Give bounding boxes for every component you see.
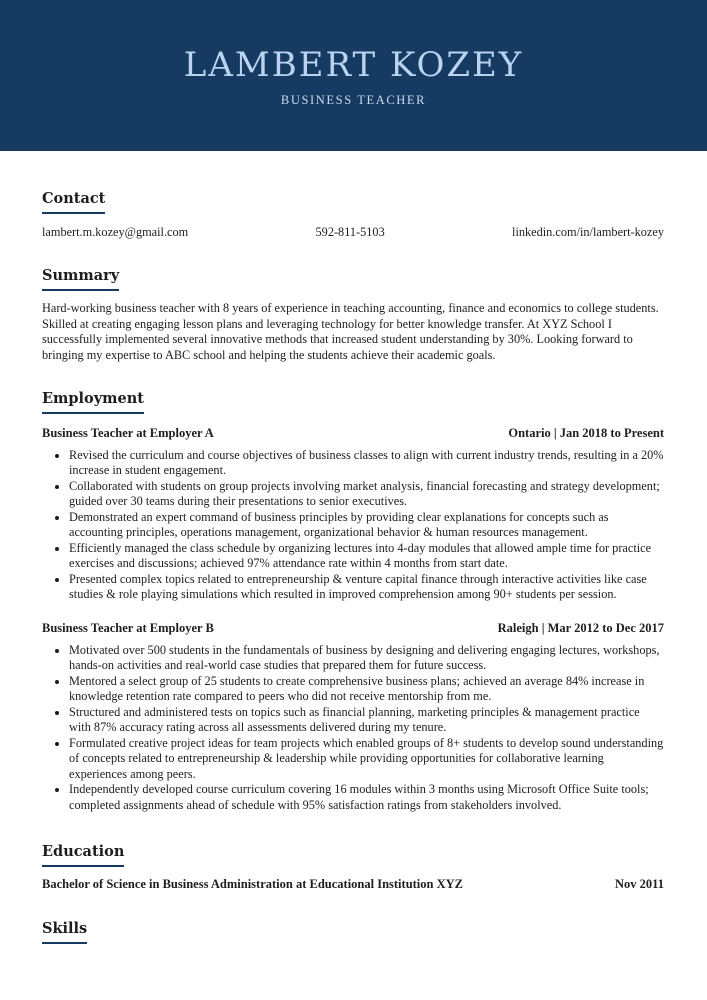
- resume-header: [0, 0, 707, 151]
- section-title-summary: Summary: [42, 268, 119, 291]
- degree-date: Nov 2011: [615, 877, 664, 891]
- section-title-employment: Employment: [42, 391, 144, 414]
- employment-section: [42, 390, 664, 812]
- job-header: [42, 621, 664, 637]
- contact-phone[interactable]: 592-811-5103: [315, 225, 385, 239]
- job-title: Business Teacher at Employer A: [42, 426, 214, 440]
- list-item: • Presented complex topics related to entrepreneurship & venture capital finance through interactive activities like case studies & role playing simulations which resulted in improved comprehension among 90+ students per session.: [69, 572, 664, 603]
- list-item: • Mentored a select group of 25 students to create comprehensive business plans; achieved an average 84% increase in knowledge retention rate compared to peers who did not receive mentorship from me.: [69, 674, 664, 705]
- list-item: • Formulated creative project ideas for team projects which enabled groups of 8+ students to develop sound understanding of concepts related to entrepreneurship & leadership while providing opportunities for collaborative learning experiences among peers.: [69, 736, 664, 783]
- job-entry: [42, 426, 664, 603]
- list-item: • Structured and administered tests on topics such as financial planning, marketing principles & management practice with 87% accuracy rating across all assessments delivered during my tenure.: [69, 705, 664, 736]
- job-location-date: Raleigh | Mar 2012 to Dec 2017: [497, 621, 664, 635]
- candidate-role: BUSINESS TEACHER: [280, 93, 427, 107]
- list-item: • Independently developed course curriculum covering 16 modules within 3 months using Microsoft Office Suite tools; completed assignments ahead of schedule with 95% satisfaction ratings from stakeholders involved.: [69, 782, 664, 813]
- list-item: • Demonstrated an expert command of business principles by providing clear explanations for concepts such as accounting principles, operations management, organizational behavior & human resources management.: [69, 510, 664, 541]
- contact-email[interactable]: lambert.m.kozey@gmail.com: [42, 225, 189, 239]
- list-item: • Revised the curriculum and course objectives of business classes to align with current industry trends, resulting in a 20% increase in student engagement.: [69, 448, 664, 479]
- section-title-contact: Contact: [42, 191, 105, 214]
- contact-section: [42, 190, 664, 239]
- contact-row: [42, 225, 664, 241]
- summary-section: [42, 267, 664, 362]
- skills-section: [42, 921, 664, 944]
- job-header: [42, 426, 664, 442]
- education-row: [42, 877, 664, 893]
- contact-linkedin[interactable]: linkedin.com/in/lambert-kozey: [512, 225, 664, 239]
- section-title-education: Education: [42, 844, 124, 867]
- job-title: Business Teacher at Employer B: [42, 621, 214, 635]
- list-item: • Efficiently managed the class schedule by organizing lectures into 4-day modules that allowed ample time for practice exercises and discussions; achieved 97% attendance rate within 4 months from start date.: [69, 541, 664, 572]
- job-bullets: [42, 448, 664, 603]
- section-title-skills: Skills: [42, 921, 87, 944]
- candidate-name: LAMBERT KOZEY: [183, 45, 524, 85]
- education-section: [42, 843, 664, 891]
- job-location-date: Ontario | Jan 2018 to Present: [508, 426, 664, 440]
- list-item: • Motivated over 500 students in the fundamentals of business by designing and delivering engaging lectures, workshops, hands-on activities and real-world case studies that prepared them for future success.: [69, 643, 664, 674]
- list-item: • Collaborated with students on group projects involving market analysis, financial forecasting and strategy development; guided over 30 teams during their presentations to senior executives.: [69, 479, 664, 510]
- job-bullets: [42, 643, 664, 814]
- summary-text: Hard-working business teacher with 8 years of experience in teaching accounting, finance and economics to college students. Skilled at creating engaging lesson plans and leveraging technology for better knowledge transfer. At XYZ School I successfully implemented several innovative methods that increased student understanding by 30%. Looking forward to bringing my expertise to ABC school and helping the students achieve their academic goals.: [42, 301, 659, 362]
- degree-title: Bachelor of Science in Business Administration at Educational Institution XYZ: [42, 877, 464, 891]
- job-entry: [42, 621, 664, 813]
